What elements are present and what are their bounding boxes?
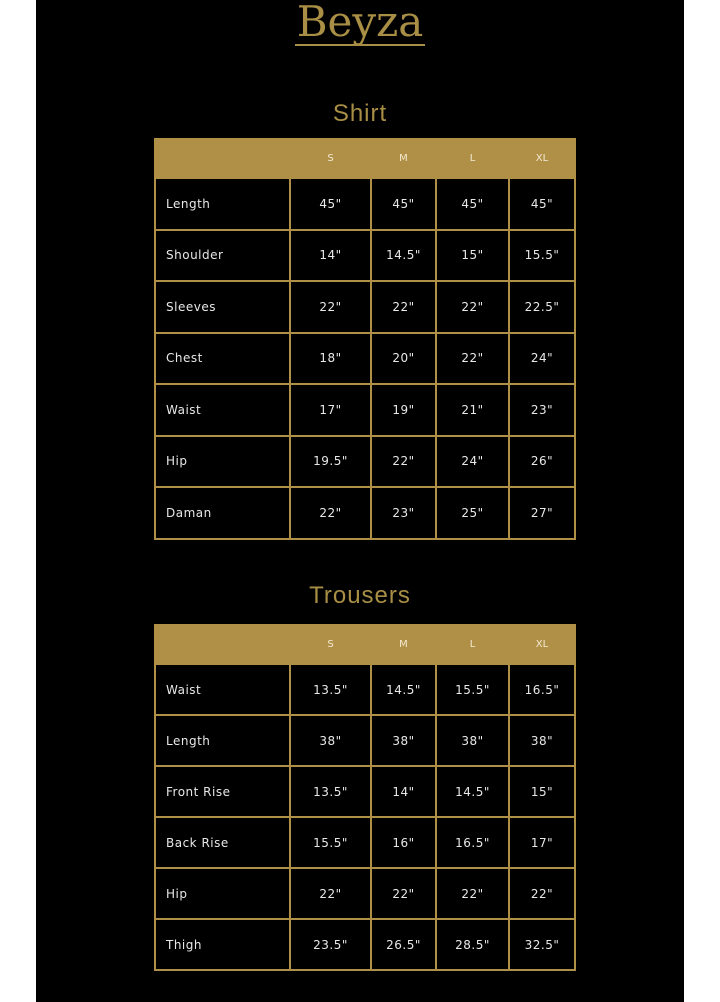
cell-value: 22" (371, 868, 436, 919)
table-row (155, 766, 575, 817)
cell-value: 15" (509, 766, 575, 817)
table-row (155, 817, 575, 868)
cell-value: 15.5" (290, 817, 371, 868)
row-label: Chest (155, 333, 290, 385)
cell-value: 26.5" (371, 919, 436, 970)
cell-value: 15" (436, 230, 509, 282)
row-label: Length (155, 715, 290, 766)
table-row (155, 281, 575, 333)
cell-value: 45" (371, 178, 436, 230)
cell-value: 45" (509, 178, 575, 230)
cell-value: 22" (371, 436, 436, 488)
cell-value: 22" (509, 868, 575, 919)
cell-value: 26" (509, 436, 575, 488)
header-size-s: S (290, 625, 371, 664)
cell-value: 24" (436, 436, 509, 488)
cell-value: 22" (436, 281, 509, 333)
header-size-s: S (290, 139, 371, 178)
cell-value: 15.5" (436, 664, 509, 715)
cell-value: 19.5" (290, 436, 371, 488)
cell-value: 22" (436, 333, 509, 385)
cell-value: 23" (509, 384, 575, 436)
row-label: Daman (155, 487, 290, 539)
header-blank (155, 139, 290, 178)
table-header-row (155, 625, 575, 664)
cell-value: 22" (371, 281, 436, 333)
cell-value: 15.5" (509, 230, 575, 282)
size-chart-panel (36, 0, 684, 1002)
cell-value: 22.5" (509, 281, 575, 333)
table-row (155, 868, 575, 919)
table-row (155, 664, 575, 715)
brand-name: Beyza (296, 0, 424, 46)
row-label: Shoulder (155, 230, 290, 282)
row-label: Thigh (155, 919, 290, 970)
trousers-section-title: Trousers (309, 582, 411, 609)
row-label: Hip (155, 436, 290, 488)
table-row (155, 436, 575, 488)
cell-value: 16.5" (509, 664, 575, 715)
brand-logo (36, 0, 684, 46)
table-row (155, 487, 575, 539)
cell-value: 14.5" (371, 230, 436, 282)
cell-value: 22" (290, 868, 371, 919)
cell-value: 18" (290, 333, 371, 385)
cell-value: 38" (290, 715, 371, 766)
row-label: Sleeves (155, 281, 290, 333)
cell-value: 23" (371, 487, 436, 539)
cell-value: 38" (509, 715, 575, 766)
header-size-l: L (436, 625, 509, 664)
cell-value: 22" (290, 487, 371, 539)
cell-value: 17" (290, 384, 371, 436)
header-size-xl: XL (509, 625, 575, 664)
shirt-section-title: Shirt (332, 100, 388, 127)
table-row (155, 919, 575, 970)
row-label: Front Rise (155, 766, 290, 817)
cell-value: 45" (290, 178, 371, 230)
cell-value: 23.5" (290, 919, 371, 970)
table-row (155, 715, 575, 766)
trousers-size-table (154, 624, 576, 971)
cell-value: 45" (436, 178, 509, 230)
row-label: Hip (155, 868, 290, 919)
cell-value: 14" (290, 230, 371, 282)
table-row (155, 333, 575, 385)
cell-value: 20" (371, 333, 436, 385)
cell-value: 16.5" (436, 817, 509, 868)
cell-value: 13.5" (290, 766, 371, 817)
table-row (155, 384, 575, 436)
header-size-l: L (436, 139, 509, 178)
cell-value: 22" (290, 281, 371, 333)
header-size-m: M (371, 139, 436, 178)
table-row (155, 178, 575, 230)
table-header-row (155, 139, 575, 178)
cell-value: 38" (436, 715, 509, 766)
cell-value: 19" (371, 384, 436, 436)
cell-value: 14.5" (371, 664, 436, 715)
cell-value: 28.5" (436, 919, 509, 970)
header-blank (155, 625, 290, 664)
row-label: Waist (155, 384, 290, 436)
cell-value: 25" (436, 487, 509, 539)
table-row (155, 230, 575, 282)
cell-value: 27" (509, 487, 575, 539)
cell-value: 38" (371, 715, 436, 766)
cell-value: 13.5" (290, 664, 371, 715)
row-label: Waist (155, 664, 290, 715)
cell-value: 22" (436, 868, 509, 919)
row-label: Back Rise (155, 817, 290, 868)
cell-value: 24" (509, 333, 575, 385)
shirt-size-table (154, 138, 576, 540)
cell-value: 16" (371, 817, 436, 868)
cell-value: 32.5" (509, 919, 575, 970)
cell-value: 14.5" (436, 766, 509, 817)
header-size-xl: XL (509, 139, 575, 178)
row-label: Length (155, 178, 290, 230)
cell-value: 21" (436, 384, 509, 436)
cell-value: 14" (371, 766, 436, 817)
cell-value: 17" (509, 817, 575, 868)
header-size-m: M (371, 625, 436, 664)
